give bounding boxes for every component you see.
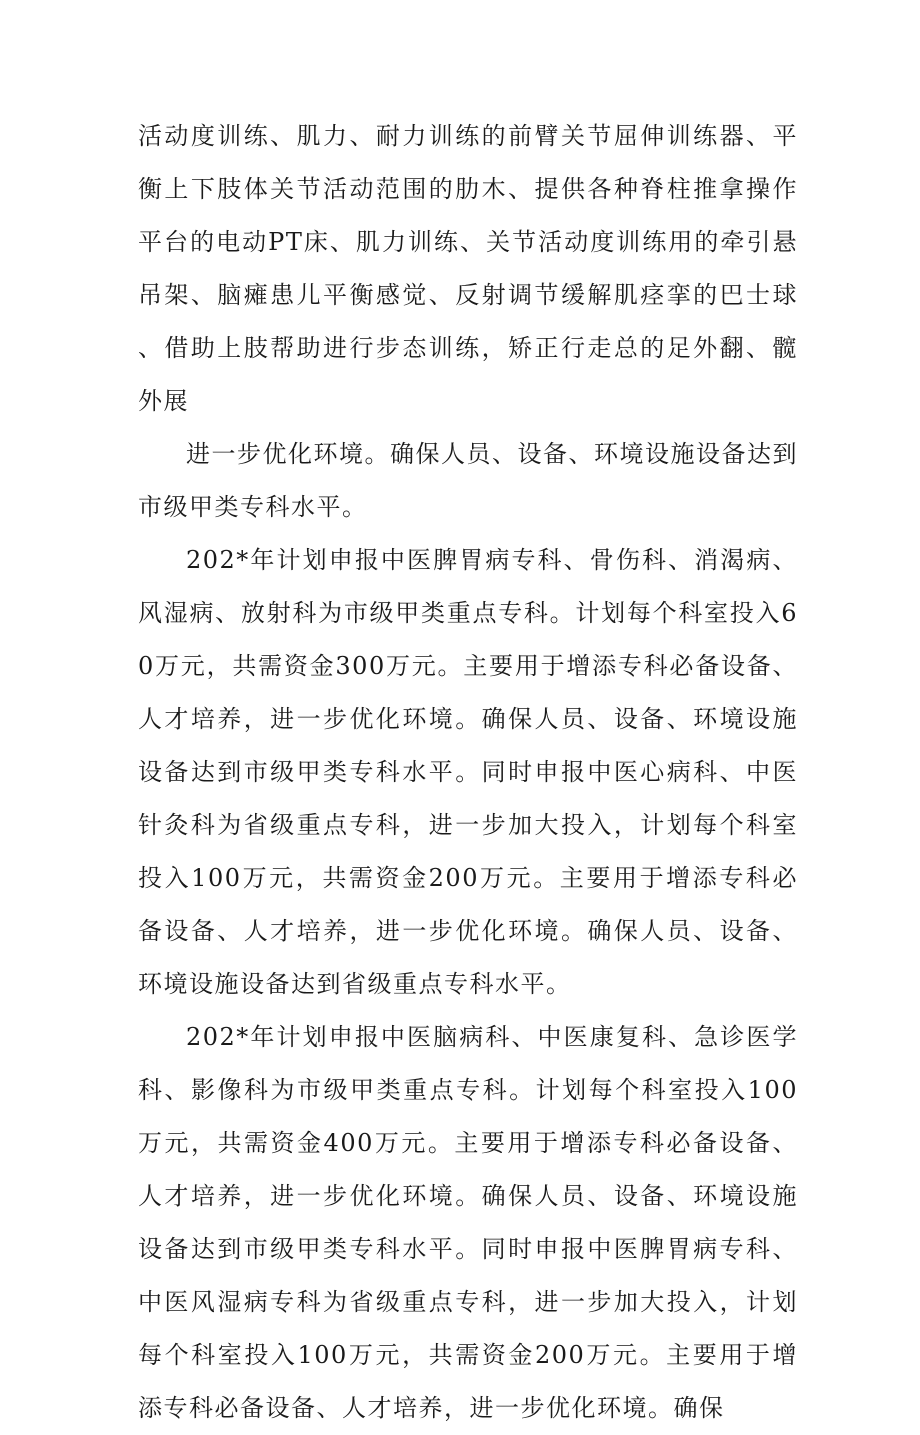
document-body bbox=[138, 110, 798, 1435]
paragraph-plan-first-year: 202*年计划申报中医脾胃病专科、骨伤科、消渴病、风湿病、放射科为市级甲类重点专科。计划每个科室投入60万元，共需资金300万元。主要用于增添专科必备设备、人才培养，进一步优化环境。确保人员、设备、环境设施设备达到市级甲类专科水平。同时申报中医心病科、中医针灸科为省级重点专科，进一步加大投入，计划每个科室投入100万元，共需资金200万元。主要用于增添专科必备设备、人才培养，进一步优化环境。确保人员、设备、环境设施设备达到省级重点专科水平。 bbox=[138, 546, 798, 998]
paragraph-optimize-environment: 进一步优化环境。确保人员、设备、环境设施设备达到市级甲类专科水平。 bbox=[138, 440, 798, 521]
paragraph-plan-second-year: 202*年计划申报中医脑病科、中医康复科、急诊医学科、影像科为市级甲类重点专科。计划每个科室投入100万元，共需资金400万元。主要用于增添专科必备设备、人才培养，进一步优化环境。确保人员、设备、环境设施设备达到市级甲类专科水平。同时申报中医脾胃病专科、中医风湿病专科为省级重点专科，进一步加大投入，计划每个科室投入100万元，共需资金200万元。主要用于增添专科必备设备、人才培养，进一步优化环境。确保 bbox=[138, 1023, 798, 1422]
paragraph-equipment-list: 活动度训练、肌力、耐力训练的前臂关节屈伸训练器、平衡上下肢体关节活动范围的肋木、提供各种脊柱推拿操作平台的电动PT床、肌力训练、关节活动度训练用的牵引悬吊架、脑瘫患儿平衡感觉、反射调节缓解肌痉挛的巴士球、借助上肢帮助进行步态训练，矫正行走总的足外翻、髋外展 bbox=[138, 122, 798, 415]
